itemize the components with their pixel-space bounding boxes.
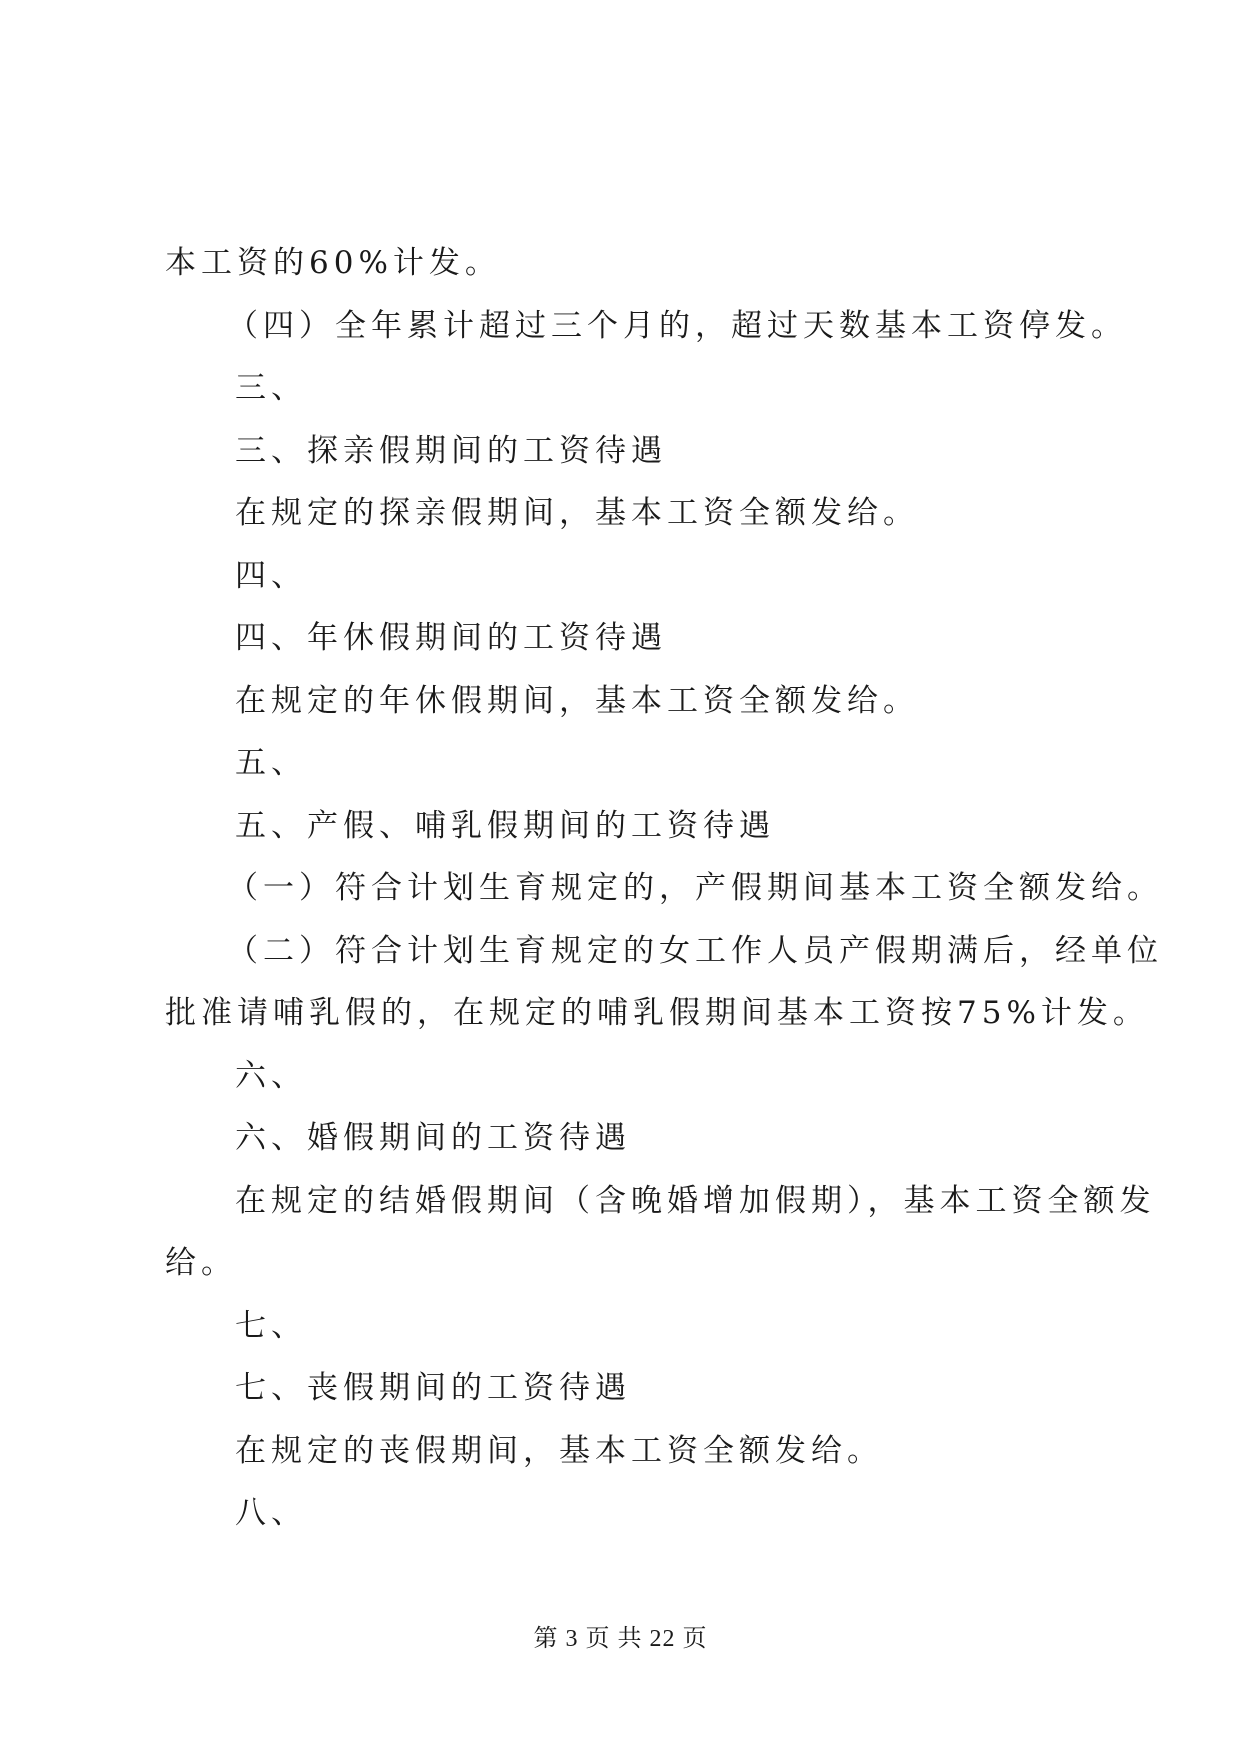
text-line: 在规定的探亲假期间，基本工资全额发给。 [235, 495, 919, 531]
section-number: 六、 [235, 1057, 307, 1094]
section-heading: 三、探亲假期间的工资待遇 [235, 432, 667, 469]
text-line: 在规定的结婚假期间（含晚婚增加假期），基本工资全额发 [235, 1182, 1156, 1219]
text-line: （二）符合计划生育规定的女工作人员产假期满后，经单位 [227, 932, 1163, 969]
section-heading: 五、产假、哺乳假期间的工资待遇 [235, 807, 775, 844]
section-number: 七、 [235, 1307, 307, 1344]
text-line: 在规定的年休假期间，基本工资全额发给。 [235, 682, 919, 719]
text-line: 本工资的60%计发。 [165, 245, 501, 281]
text-line: （一）符合计划生育规定的，产假期间基本工资全额发给。 [227, 870, 1163, 906]
section-number: 八、 [235, 1495, 307, 1531]
page-number-label: 第 3 页 共 22 页 [533, 1626, 708, 1652]
document-body [165, 232, 1163, 1545]
section-number: 四、 [235, 557, 307, 594]
page-footer [0, 1618, 1241, 1653]
section-number: 三、 [235, 370, 307, 406]
section-heading: 六、婚假期间的工资待遇 [235, 1120, 631, 1156]
section-heading: 七、丧假期间的工资待遇 [235, 1370, 631, 1406]
text-line: 批准请哺乳假的，在规定的哺乳假期间基本工资按75%计发。 [165, 995, 1149, 1031]
section-number: 五、 [235, 745, 307, 781]
section-heading: 四、年休假期间的工资待遇 [235, 620, 667, 656]
text-line: （四）全年累计超过三个月的，超过天数基本工资停发。 [227, 307, 1127, 344]
text-line: 在规定的丧假期间，基本工资全额发给。 [235, 1432, 883, 1469]
text-line: 给。 [165, 1245, 237, 1281]
